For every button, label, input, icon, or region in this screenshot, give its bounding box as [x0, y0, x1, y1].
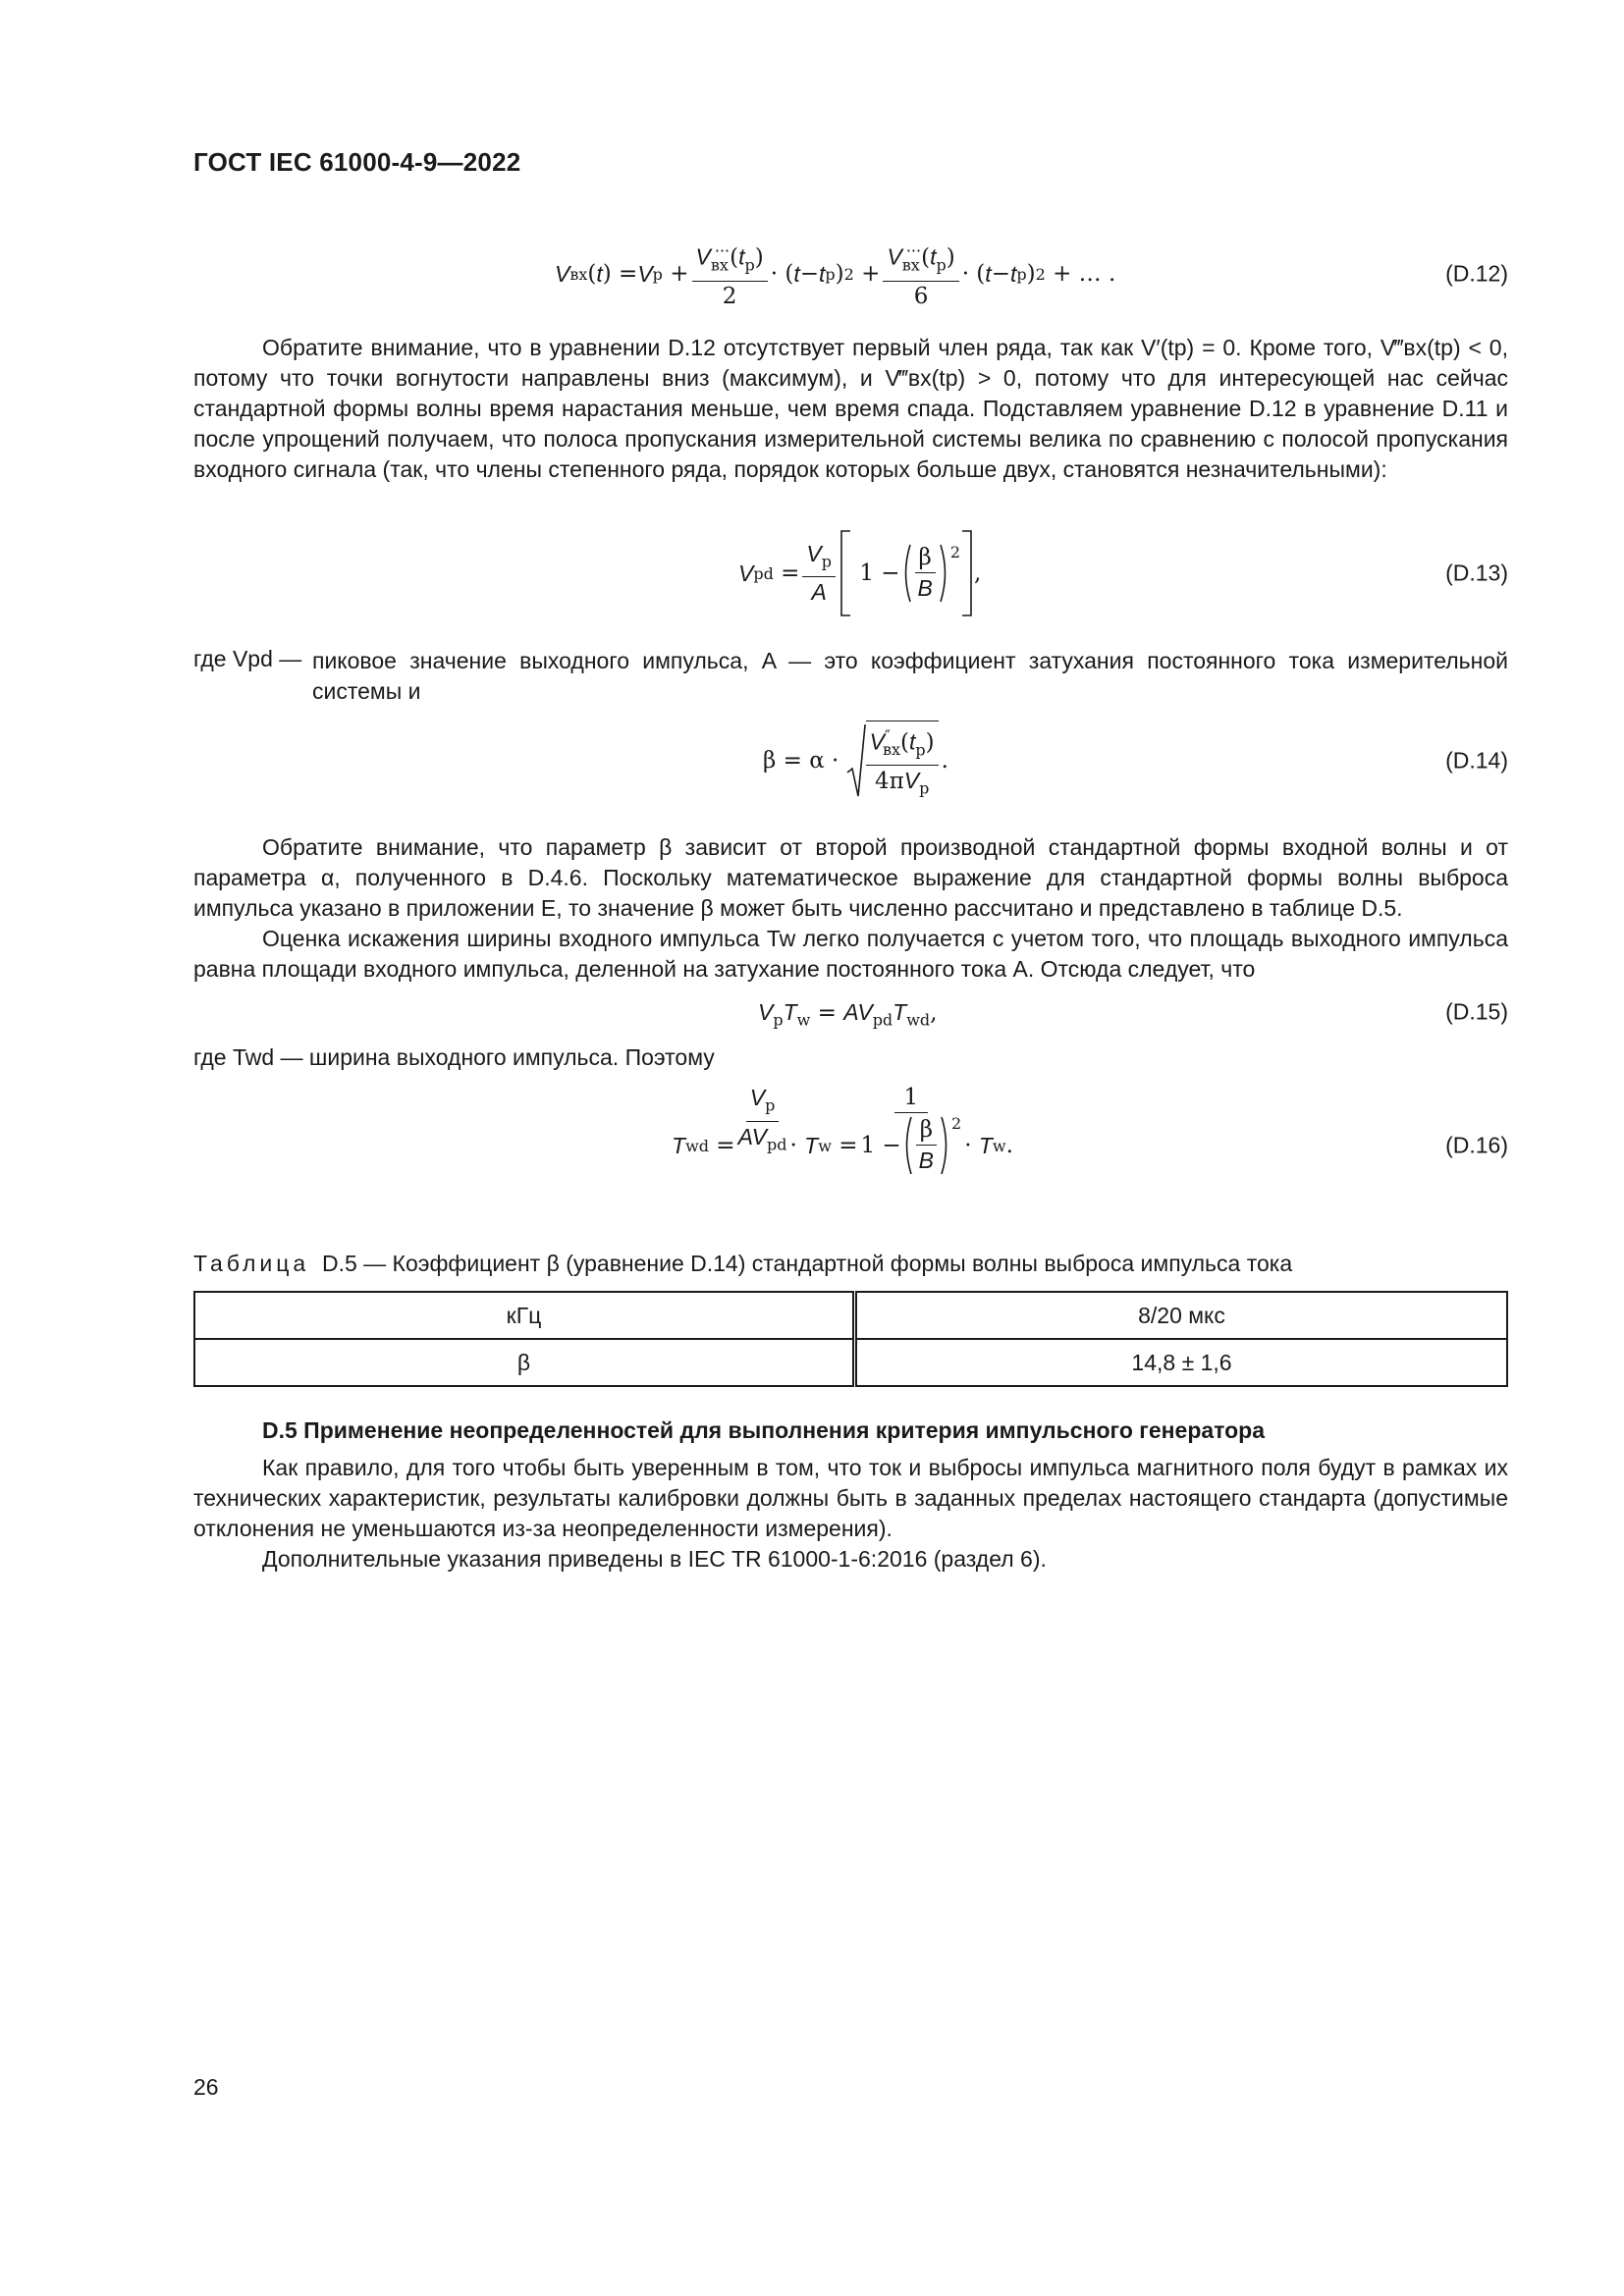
- definition-twd: [193, 1042, 1508, 1073]
- table-cell: 14,8 ± 1,6: [855, 1339, 1508, 1386]
- formula-d14: β = α · $\frac{V''_{вх}(t_p)}{4\pi V_p}$ .: [763, 721, 948, 800]
- table-cell: β: [194, 1339, 855, 1386]
- equation-d16: [193, 1085, 1508, 1206]
- equation-number: (D.13): [1445, 560, 1508, 586]
- paragraph-text: Дополнительные указания приведены в IEC TR 61000-1-6:2016 (раздел 6).: [262, 1546, 1047, 1572]
- formula-d15: $V_pT_w = AV_{pd}T_{wd}$,: [758, 999, 938, 1030]
- paragraph-text: Как правило, для того чтобы быть уверенным в том, что ток и выбросы импульса магнитного поля будут в рамках их технических характеристик, результаты калибровки должны быть в заданных пределах настоящего стандарта (допустимые отклонения не уменьшаются из-за неопределенности измерения).: [193, 1455, 1508, 1541]
- paragraph-4: [193, 1453, 1508, 1575]
- table-row: [194, 1339, 1507, 1386]
- equation-d14: [193, 721, 1508, 800]
- table-caption: [193, 1251, 1292, 1277]
- definition-vpd: [193, 646, 1508, 707]
- equation-d12: [193, 239, 1508, 309]
- paragraph-2: [193, 832, 1508, 985]
- formula-d13: V pd = $\frac{V_p}{A}$ 1 − $\frac{\beta}{B}$ $^2$ ,: [738, 528, 981, 618]
- formula-d12: V вх ( t ) = V p + $\frac{V_{вх}^{\cdot\cdot\cdot}(t_p)}{2}$ · ( t − t p ) 2 + $\frac{V_{вх}^{\cdot\cdot\cdot}(t_p)}{6}$ · ( t − t p ) 2 + … .: [555, 239, 1115, 309]
- equation-number: (D.16): [1445, 1132, 1508, 1158]
- document-header: ГОСТ IEC 61000-4-9—2022: [193, 147, 521, 177]
- page-number: 26: [193, 2074, 219, 2100]
- paragraph-text: где Twd — ширина выходного импульса. Поэтому: [193, 1044, 715, 1070]
- equation-number: (D.12): [1445, 260, 1508, 287]
- definition-term: где Vpd —: [193, 646, 302, 671]
- definition-text: пиковое значение выходного импульса, A — это коэффициент затухания постоянного тока измерительной системы и: [312, 648, 1508, 704]
- paragraph-text: Обратите внимание, что в уравнении D.12 отсутствует первый член ряда, так как V′(tp) = 0. Кроме того, V‴вх(tp) < 0, потому что точки вогнутости направлены вниз (максимум), и V‴вх(tp) > 0, потому что для интересующей нас сейчас стандартной формы волны время нарастания меньше, чем время спада. Подставляем уравнение D.12 в уравнение D.11 и после упрощений получаем, что полоса пропускания измерительной системы велика по сравнению с полосой пропускания входного сигнала (так, что члены степенного ряда, порядок которых больше двух, становятся незначительными):: [193, 335, 1508, 482]
- table-caption-text: D.5 — Коэффициент β (уравнение D.14) стандартной формы волны выброса импульса тока: [321, 1251, 1293, 1276]
- equation-d15: [193, 995, 1508, 1029]
- table-row: [194, 1292, 1507, 1339]
- equation-number: (D.14): [1445, 747, 1508, 774]
- table-cell: кГц: [194, 1292, 855, 1339]
- table-caption-label: Таблица: [193, 1251, 310, 1276]
- equation-d13: [193, 528, 1508, 618]
- paragraph-text: Обратите внимание, что параметр β зависит от второй производной стандартной формы входной волны и от параметра α, полученного в D.4.6. Поскольку математическое выражение для стандартной формы волны выброса импульса указано в приложении E, то значение β может быть численно рассчитано и представлено в таблице D.5.: [193, 834, 1508, 921]
- coefficient-table: [193, 1291, 1508, 1387]
- equation-number: (D.15): [1445, 998, 1508, 1025]
- section-heading: D.5 Применение неопределенностей для выполнения критерия импульсного генератора: [262, 1417, 1266, 1443]
- paragraph-text: Оценка искажения ширины входного импульса Tw легко получается с учетом того, что площадь выходного импульса равна площади входного импульса, деленной на затухание постоянного тока A. Отсюда следует, что: [193, 926, 1508, 982]
- table-cell: 8/20 мкс: [855, 1292, 1508, 1339]
- paragraph-1: [193, 333, 1508, 485]
- formula-d16: T wd = $\frac{V_p}{AV_{pd}}$ · T w = 1 1 − $\frac{\beta}{B}$ $^2$ · T w .: [672, 1085, 1013, 1173]
